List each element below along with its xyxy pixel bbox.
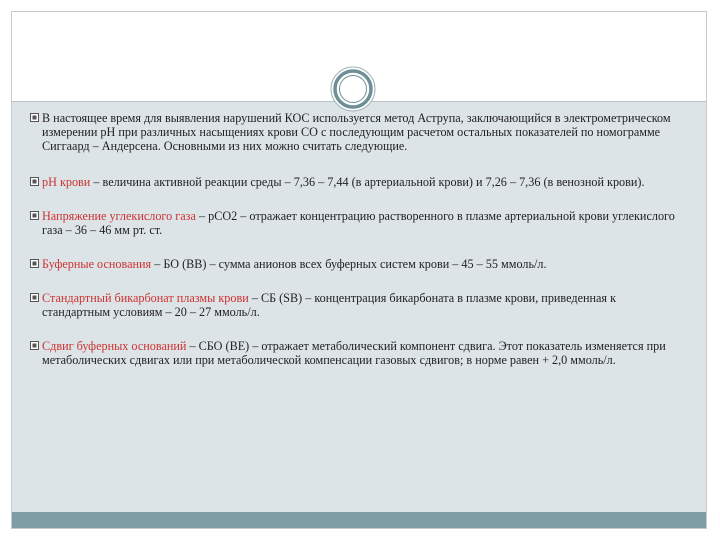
square-bullet-icon — [30, 113, 39, 122]
bullet-term: Напряжение углекислого газа — [42, 209, 196, 223]
list-item — [12, 339, 682, 367]
square-bullet-icon — [30, 211, 39, 220]
bullet-text: – величина активной реакции среды – 7,36 – 7,44 (в артериальной крови) и 7,26 – 7,36 (в венозной крови). — [90, 175, 645, 189]
square-bullet-icon — [30, 293, 39, 302]
bullet-term: Буферные основания — [42, 257, 152, 271]
bullet-text: – БО (BB) – сумма анионов всех буферных систем крови – 45 – 55 ммоль/л. — [151, 257, 547, 271]
bullet-text: – СБ (SB) – концентрация бикарбоната в плазме крови, приведенная к стандартным условиям – 20 – 27 ммоль/л. — [42, 291, 617, 319]
bullet-list — [12, 111, 682, 387]
list-item — [12, 209, 682, 237]
bullet-term: Стандартный бикарбонат плазмы крови — [42, 291, 249, 305]
list-item — [12, 175, 682, 189]
square-bullet-icon — [30, 177, 39, 186]
square-bullet-icon — [30, 341, 39, 350]
ring-emblem-icon — [330, 66, 376, 112]
bullet-text: – pCO2 – отражает концентрацию растворенного в плазме артериальной крови углекислого газа – 36 – 46 мм рт. ст. — [42, 209, 675, 237]
list-item — [12, 111, 682, 153]
list-item — [12, 291, 682, 319]
bullet-text: – СБО (BE) – отражает метаболический компонент сдвига. Этот показатель изменяется при метаболических сдвигах или при метаболической компенсации газовых сдвигов; в норме равен + 2,0 ммоль/л. — [42, 339, 666, 367]
square-bullet-icon — [30, 259, 39, 268]
bullet-term: pH крови — [42, 175, 91, 189]
list-item — [12, 257, 682, 271]
bullet-text: В настоящее время для выявления нарушений КОС используется метод Аструпа, заключающийся в электрометрическом измерении pH при различных насыщениях крови СО с последующим расчетом остальных показателей по номограмме Сиггаард – Андерсена. Основными из них можно считать следующие. — [42, 111, 671, 153]
footer-bar — [12, 512, 706, 528]
bullet-term: Сдвиг буферных оснований — [42, 339, 187, 353]
